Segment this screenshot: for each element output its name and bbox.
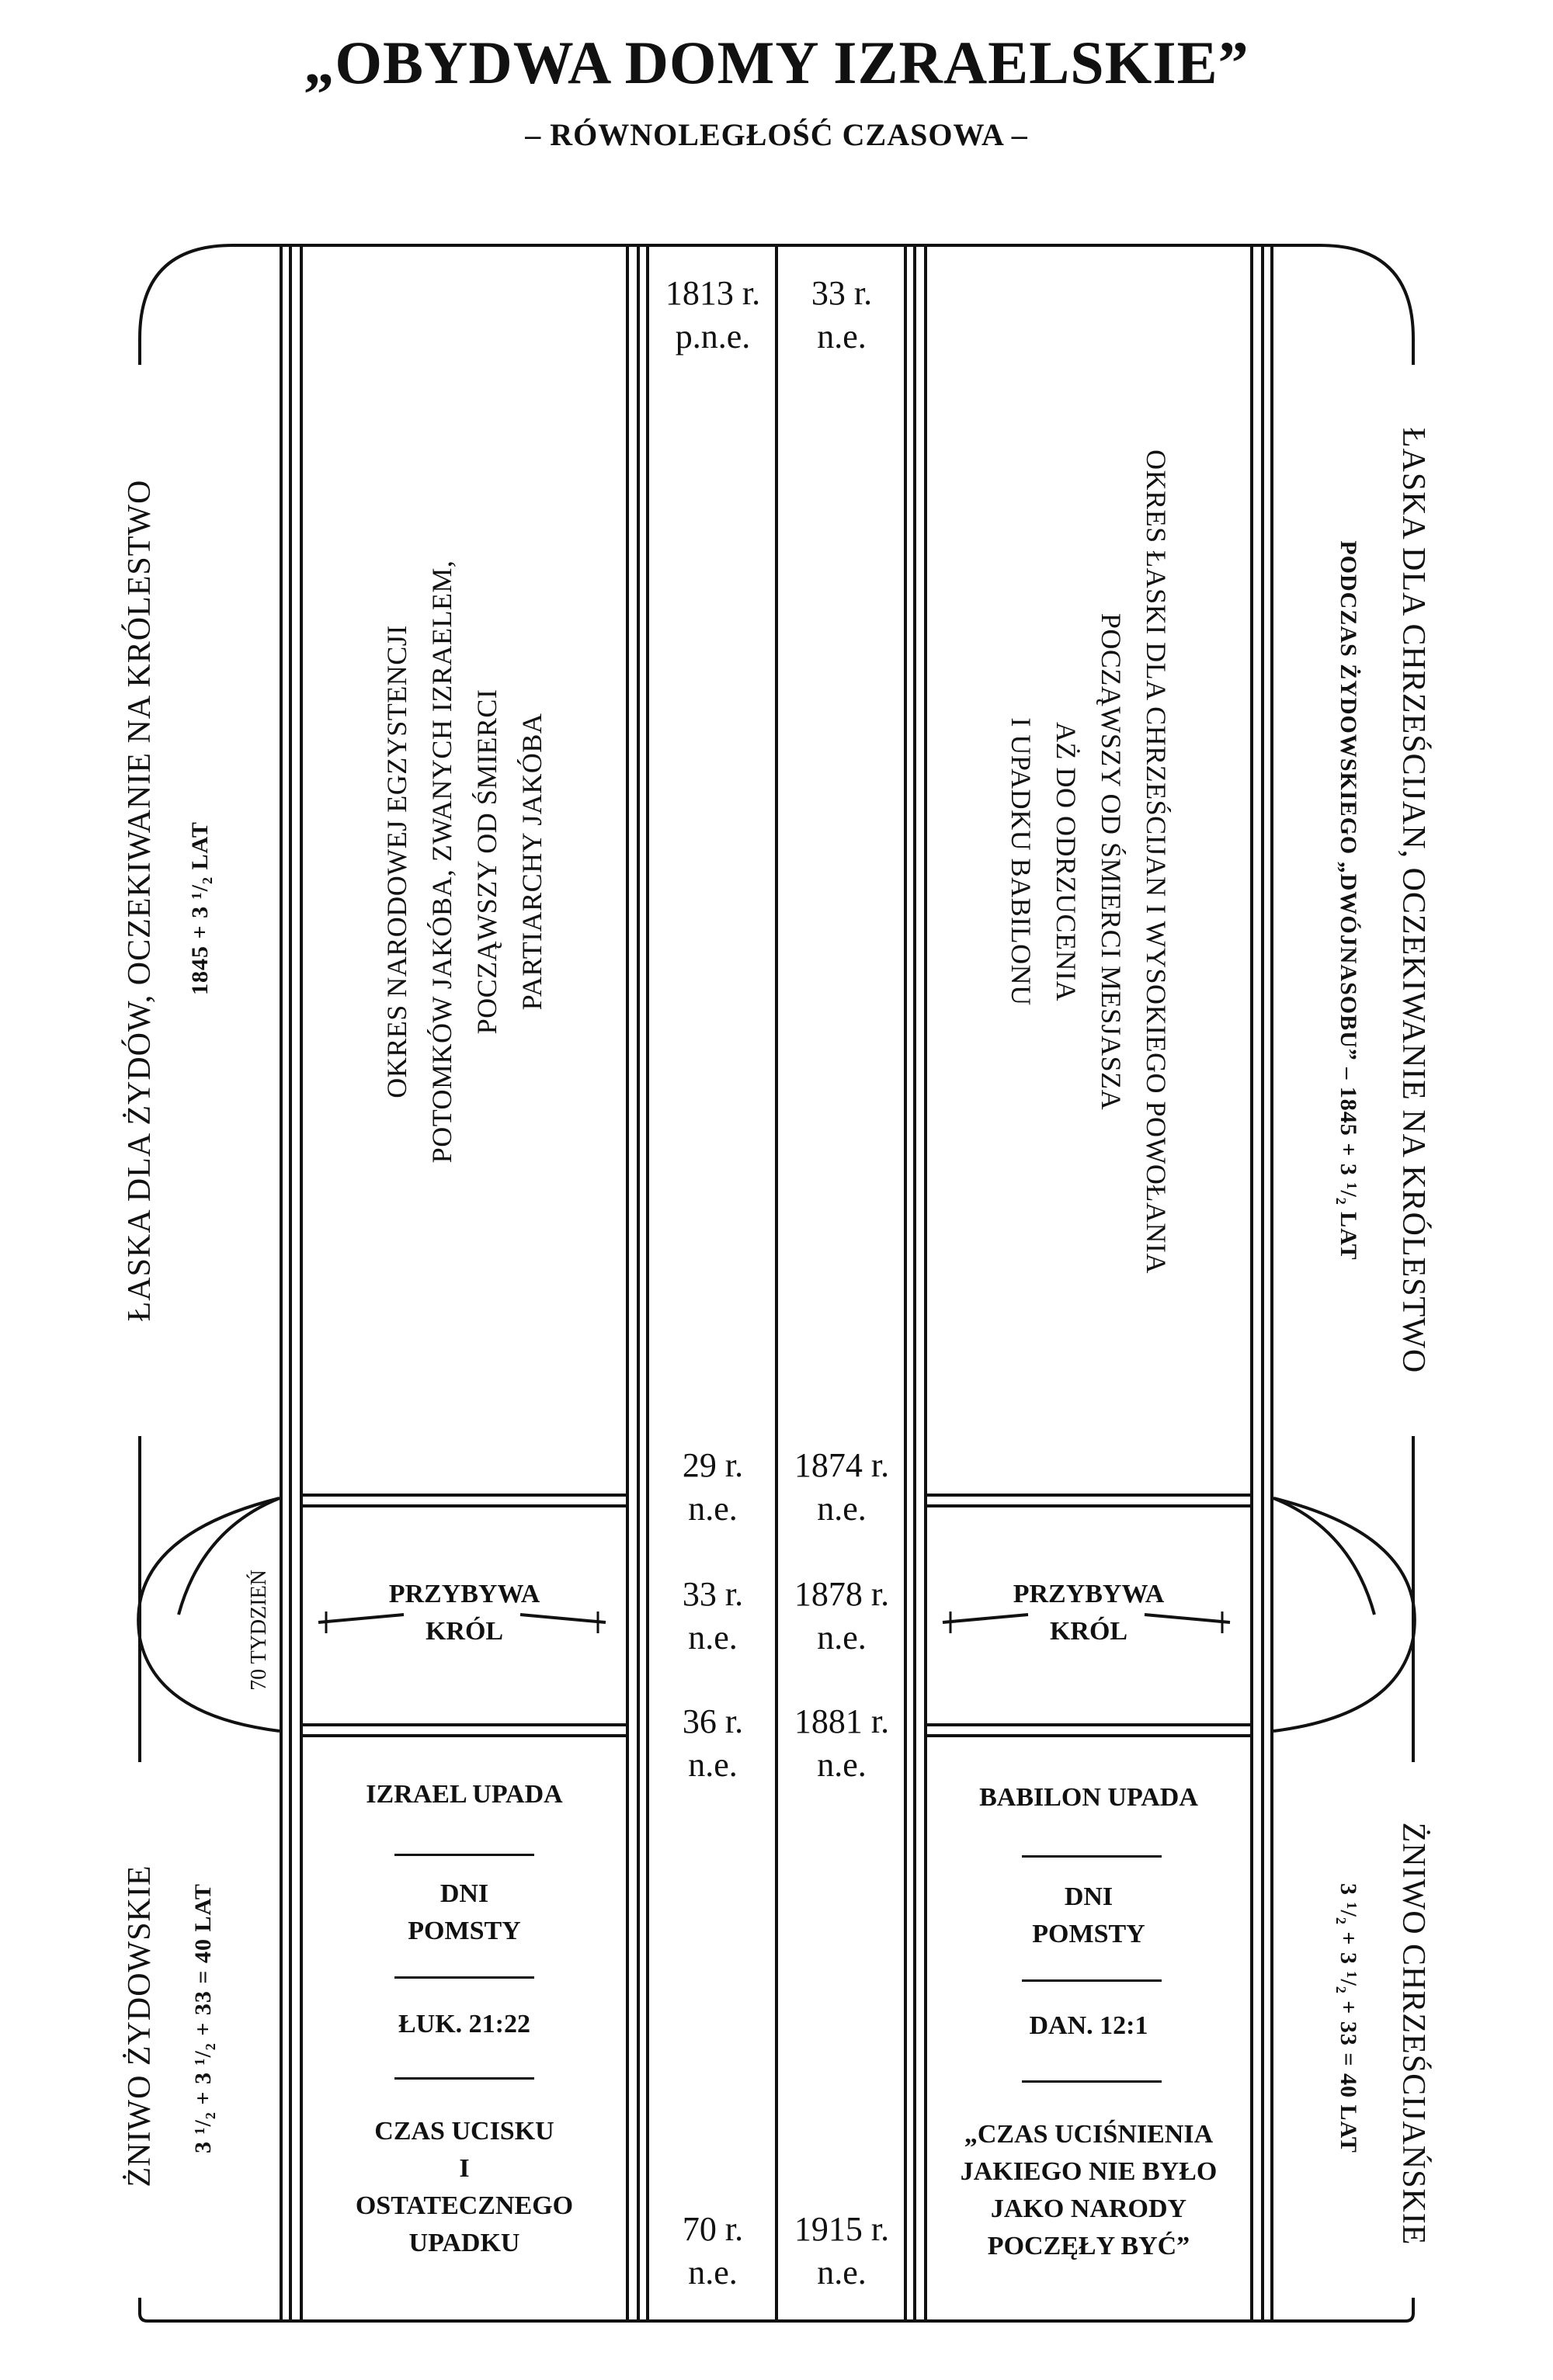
date-right-1915 (780, 2208, 904, 2295)
date-year: 1915 r. (794, 2210, 890, 2248)
right-lower-label: ŻNIWO CHRZEŚCIJAŃSKIE (1395, 1822, 1431, 2246)
right-divider (1022, 1979, 1162, 1982)
left-panel-line: POCZĄWSZY OD ŚMIERCI (471, 689, 502, 1035)
right-days-line: DNI (1064, 1882, 1114, 1911)
right-lens (1273, 1498, 1415, 1731)
weeks-label: 70 TYDZIEŃ (247, 1570, 271, 1691)
left-panel-line: POTOMKÓW JAKÓBA, ZWANYCH IZRAELEM, (426, 560, 457, 1164)
date-left-36 (651, 1700, 775, 1787)
left-days-line: POMSTY (408, 1917, 521, 1945)
page-title: „OBYDWA DOMY IZRAELSKIE” (304, 29, 1249, 96)
date-year: 1881 r. (794, 1702, 890, 1740)
left-tribulation-line: I (459, 2154, 470, 2183)
right-upper-label: ŁASKA DLA CHRZEŚCIJAN, OCZEKIWANIE NA KRÓLESTWO (1395, 427, 1431, 1374)
left-divider (394, 1854, 534, 1856)
left-panel-text (374, 560, 554, 1164)
date-year: 1878 r. (794, 1575, 890, 1613)
right-panel-line: I UPADKU BABILONU (1006, 717, 1037, 1006)
right-ref: DAN. 12:1 (1029, 2011, 1148, 2040)
date-right-33 (780, 272, 904, 359)
left-king-line: PRZYBYWA (388, 1580, 540, 1608)
left-tribulation-line: CZAS UCISKU (374, 2117, 554, 2146)
date-right-1874 (780, 1444, 904, 1531)
date-era: p.n.e. (675, 317, 751, 356)
date-era: n.e. (688, 2253, 738, 2292)
date-era: n.e. (817, 1490, 867, 1528)
right-panel-line: OKRES ŁASKI DLA CHRZEŚCIJAN I WYSOKIEGO POWOŁANIA (1141, 449, 1172, 1274)
date-right-1881 (780, 1700, 904, 1787)
left-tribulation-line: OSTATECZNEGO (355, 2191, 574, 2220)
right-panel-line: POCZĄWSZY OD ŚMIERCI MESJASZA (1096, 612, 1127, 1111)
date-left-70 (651, 2208, 775, 2295)
page-subtitle: – RÓWNOLEGŁOŚĆ CZASOWA – (525, 117, 1028, 152)
date-era: n.e. (817, 317, 867, 356)
right-lower-sub: 3 ¹/₂ + 3 ¹/₂ + 33 = 40 LAT (1336, 1883, 1361, 2153)
left-upper-label: ŁASKA DLA ŻYDÓW, OCZEKIWANIE NA KRÓLESTWO (122, 479, 158, 1322)
date-left-29 (651, 1444, 775, 1531)
date-year: 70 r. (682, 2210, 744, 2248)
left-days (301, 1875, 627, 1950)
date-left-1813 (651, 272, 775, 359)
right-tribulation-line: JAKO NARODY (990, 2194, 1187, 2223)
left-lower-sub: 3 ¹/₂ + 3 ¹/₂ + 33 = 40 LAT (190, 1883, 216, 2153)
date-era: n.e. (688, 1618, 738, 1657)
right-tribulation (926, 2116, 1252, 2265)
right-panel-line: AŻ DO ODRZUCENIA (1051, 722, 1082, 1001)
date-era: n.e. (688, 1746, 738, 1784)
right-fall-heading: BABILON UPADA (979, 1783, 1198, 1812)
date-era: n.e. (817, 1618, 867, 1657)
right-king-line: KRÓL (1049, 1617, 1128, 1646)
right-tribulation-line: POCZĘŁY BYĆ” (987, 2232, 1190, 2260)
right-king-line: PRZYBYWA (1013, 1580, 1165, 1608)
right-days-line: POMSTY (1032, 1920, 1145, 1948)
right-divider (1022, 1855, 1162, 1858)
left-ref: ŁUK. 21:22 (398, 2010, 530, 2038)
date-era: n.e. (688, 1490, 738, 1528)
left-lower-label: ŻNIWO ŻYDOWSKIE (122, 1865, 158, 2187)
date-right-1878 (780, 1573, 904, 1660)
left-tribulation (301, 2113, 627, 2262)
right-upper-sub: PODCZAS ŻYDOWSKIEGO „DWÓJNASOBU” – 1845 + 3 ¹/₂ LAT (1336, 540, 1361, 1261)
left-king-box (348, 1576, 581, 1650)
left-divider (394, 1976, 534, 1979)
date-year: 1874 r. (794, 1446, 890, 1484)
right-divider (1022, 2080, 1162, 2083)
left-fall-heading: IZRAEL UPADA (366, 1780, 563, 1809)
date-left-33 (651, 1573, 775, 1660)
left-panel-line: PARTIARCHY JAKÓBA (516, 713, 547, 1011)
left-tribulation-line: UPADKU (408, 2229, 520, 2257)
left-days-line: DNI (439, 1879, 489, 1908)
left-panel-line: OKRES NARODOWEJ EGZYSTENCJI (381, 625, 412, 1098)
right-tribulation-line: „CZAS UCIŚNIENIA (964, 2120, 1214, 2149)
date-year: 29 r. (682, 1446, 744, 1484)
right-panel-text (999, 449, 1179, 1274)
right-king-box (972, 1576, 1205, 1650)
left-upper-sub: 1845 + 3 ¹/₂ LAT (187, 821, 213, 995)
date-year: 1813 r. (665, 274, 761, 312)
date-year: 36 r. (682, 1702, 744, 1740)
left-divider (394, 2077, 534, 2080)
date-era: n.e. (817, 1746, 867, 1784)
date-year: 33 r. (811, 274, 873, 312)
date-era: n.e. (817, 2253, 867, 2292)
date-year: 33 r. (682, 1575, 744, 1613)
right-days (926, 1879, 1252, 1953)
right-tribulation-line: JAKIEGO NIE BYŁO (960, 2157, 1218, 2186)
left-king-line: KRÓL (425, 1617, 504, 1646)
